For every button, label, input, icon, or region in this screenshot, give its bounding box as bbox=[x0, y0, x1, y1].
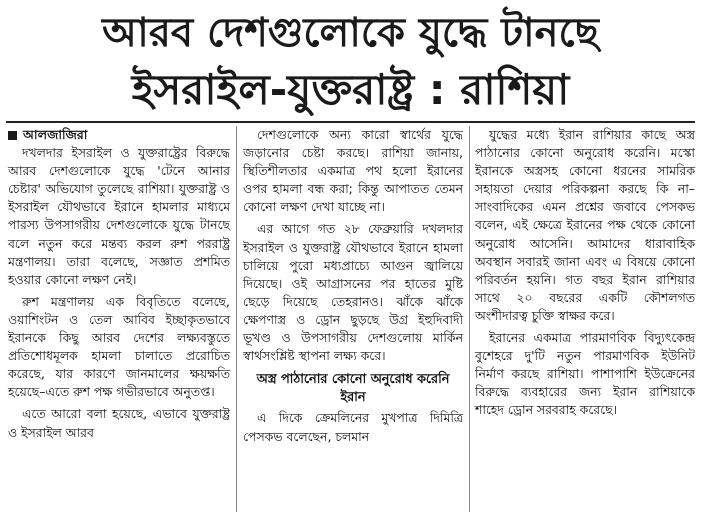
column-divider bbox=[236, 126, 237, 512]
column-divider bbox=[469, 126, 470, 512]
column-3 bbox=[475, 126, 695, 420]
paragraph: রুশ মন্ত্রণালয় এক বিবৃতিতে বলেছে, ওয়াশিংটন ও তেল আবিব ইচ্ছাকৃতভাবে ইরানকে কিছু আরব দেশের লক্ষ্যবস্তুতে প্রতিশোধমূলক হামলা চালাতে প্ররোচিত করেছে, যার কারণে জানমালের ক্ষয়ক্ষতি হয়েছে–এতে রুশ পক্ষ গভীরভাবে অনুতপ্ত। bbox=[8, 293, 230, 400]
paragraph: ইরানের একমাত্র পারমাণবিক বিদ্যুৎকেন্দ্র বুশেহরে দু'টি নতুন পারমাণবিক ইউনিট নির্মাণ করছে রাশিয়া। পাশাপাশি ইউক্রেনের বিরুদ্ধে ব্যবহারের জন্য ইরান রাশিয়াকে শাহেদ ড্রোন সরবরাহ করেছে। bbox=[475, 330, 695, 418]
byline bbox=[8, 126, 230, 144]
square-bullet-icon bbox=[8, 131, 17, 140]
paragraph: এ দিকে ক্রেমলিনের মুখপাত্র দিমিত্রি পেসকভ বলেছেন, চলমান bbox=[243, 410, 463, 444]
paragraph: এর আগে গত ২৮ ফেব্রুয়ারি দখলদার ইসরাইল ও যুক্তরাষ্ট্র যৌথভাবে ইরানে হামলা চালিয়ে পুরো মধ্যপ্রাচ্যে আগুন জ্বালিয়ে দিয়েছে। ওই আগ্রাসনের পর হাতের মুষ্টি ছেড়ে দিয়েছে তেহরানও। ঝাঁকে ঝাঁকে ক্ষেপণাস্ত্র ও ড্রোন ছুড়ছে উগ্র ইহুদিবাদী ভূখণ্ড ও উপসাগরীয় দেশগুলোয় মার্কিন স্বার্থসংশ্লিষ্ট স্থাপনা লক্ষ্য করে। bbox=[243, 221, 463, 364]
column-2 bbox=[243, 126, 463, 446]
paragraph: যুদ্ধের মধ্যে ইরান রাশিয়ার কাছে অস্ত্র পাঠানোর কোনো অনুরোধ করেনি। মস্কো ইরানকে অস্ত্রসহ কোনো ধরনের সামরিক সহায়তা দেয়ার পরিকল্পনা করছে কি না– সাংবাদিকের এমন প্রশ্নের জবাবে পেসকভ বলেন, এই ক্ষেত্রে ইরানের পক্ষ থেকে কোনো অনুরোধ আসেনি। আমাদের ধারাবাহিক অবস্থান সবারই জানা এবং এ বিষয়ে কোনো পরিবর্তন হয়নি। গত বছর ইরান রাশিয়ার সাথে ২০ বছরের একটি কৌশলগত অংশীদারত্ব চুক্তি স্বাক্ষর করে। bbox=[475, 127, 695, 323]
headline-line-1: আরব দেশগুলোকে যুদ্ধে টানছে bbox=[102, 10, 599, 56]
paragraph: দেশগুলোকে অন্য কারো স্বার্থের যুদ্ধে জড়ানোর চেষ্টা করছে। রাশিয়া জানায়, স্থিতিশীলতার একমাত্র পথ হলো ইরানের ওপর হামলা বন্ধ করা; কিন্তু আপাতত তেমন কোনো লক্ষণ দেখা যাচ্ছে না। bbox=[243, 127, 463, 215]
byline-text: আলজাজিরা bbox=[23, 127, 88, 142]
headline-line-2: ইসরাইল-যুক্তরাষ্ট্র : রাশিয়া bbox=[131, 65, 570, 114]
paragraph: দখলদার ইসরাইল ও যুক্তরাষ্ট্রের বিরুদ্ধে আরব দেশগুলোকে যুদ্ধে 'টেনে আনার চেষ্টার' অভিযোগ তুলেছে রাশিয়া। যুক্তরাষ্ট্র ও ইসরাইল যৌথভাবে ইরানে হামলার মাধ্যমে পারস্য উপসাগরীয় দেশগুলোকে যুদ্ধে টানছে বলে নতুন করে মন্তব্য করল রুশ পররাষ্ট্র মন্ত্রণালয়। তারা বলেছে, সজ্ঞাত প্রশমিত হওয়ার কোনো লক্ষণ নেই। bbox=[8, 145, 230, 287]
paragraph: এতে আরো বলা হয়েছে, এভাবে যুক্তরাষ্ট্র ও ইসরাইল আরব bbox=[8, 406, 230, 440]
subheading: অস্ত্র পাঠানোর কোনো অনুরোধ করেনি ইরান bbox=[256, 372, 450, 406]
headline-rule bbox=[6, 121, 695, 123]
column-1 bbox=[8, 126, 230, 442]
